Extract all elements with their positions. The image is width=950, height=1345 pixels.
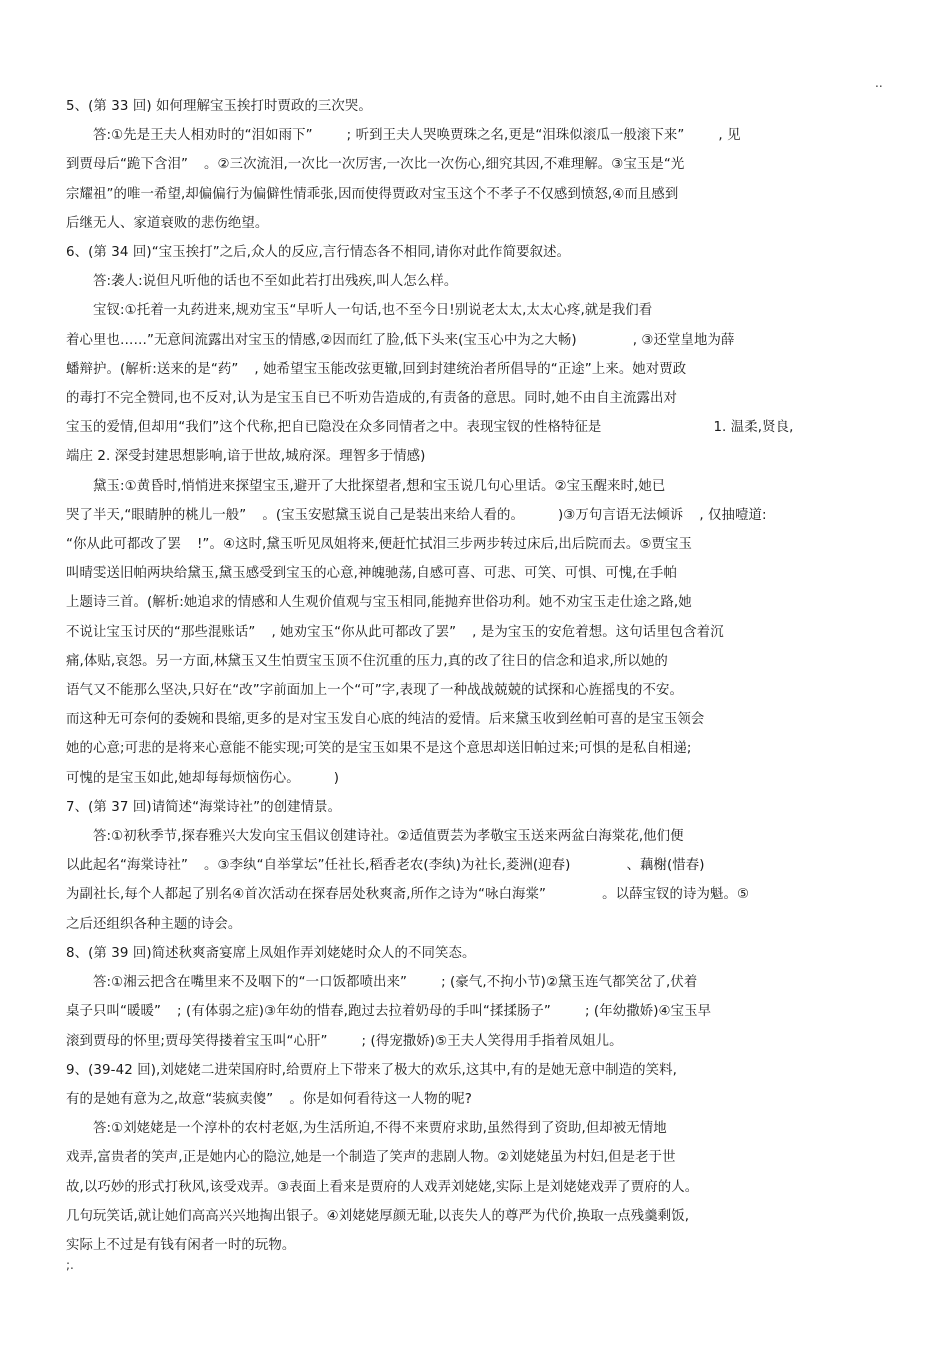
answer-line: “你从此可都改了罢 !”。④这时,黛玉听见凤姐将来,便赶忙拭泪三步两步转过床后,出后院而去。⑤贾宝玉 (66, 537, 692, 553)
answer-line: 桌子只叫“暖暖” ; (有体弱之症)③年幼的惜春,跑过去拉着奶母的手叫“揉揉肠子” ; (年幼撒娇)④宝玉早 (66, 1004, 712, 1020)
answer-line: 她的心意;可悲的是将来心意能不能实现;可笑的是宝玉如果不是这个意思却送旧帕过来;可惧的是私自相递; (66, 741, 692, 757)
answer-line: 宗耀祖”的唯一希望,却偏偏行为偏僻性情乖张,因而使得贾政对宝玉这个不孝子不仅感到愤怒,④而且感到 (66, 186, 679, 202)
answer-line: 蟠辩护。(解析:送来的是“药” , 她希望宝玉能改弦更辙,回到封建统治者所倡导的“正途”上来。她对贾政 (66, 361, 687, 377)
answer-line: 实际上不过是有钱有闲者一时的玩物。 (66, 1237, 296, 1253)
answer-line: 上题诗三首。(解析:她追求的情感和人生观价值观与宝玉相同,能抛弃世俗功利。她不劝宝玉走仕途之路,她 (66, 595, 692, 611)
answer-line: 的毒打不完全赞同,也不反对,认为是宝玉自已不听劝告造成的,有责备的意思。同时,她不由自主流露出对 (66, 391, 678, 407)
answer-line: 黛玉:①黄昏时,悄悄进来探望宝玉,避开了大批探望者,想和宝玉说几句心里话。②宝玉醒来时,她已 (93, 478, 666, 494)
question-line: 有的是她有意为之,故意“装疯卖傻” 。你是如何看待这一人物的呢? (66, 1091, 472, 1107)
answer-line: 到贾母后“跪下含泪” 。②三次流泪,一次比一次厉害,一次比一次伤心,细究其因,不难理解。③宝玉是“光 (66, 157, 685, 173)
question-9: 9、(39-42 回),刘姥姥二进荣国府时,给贾府上下带来了极大的欢乐,这其中,有的是她无意中制造的笑料, (66, 1062, 677, 1078)
question-6: 6、(第 34 回)“宝玉挨打”之后,众人的反应,言行情态各不相同,请你对此作简要叙述。 (66, 245, 571, 261)
document-body (66, 92, 886, 1260)
answer-line: 后继无人、家道衰败的悲伤绝望。 (66, 215, 269, 231)
answer-line: 几句玩笑话,就让她们高高兴兴地掏出银子。④刘姥姥厚颜无耻,以丧失人的尊严为代价,换取一点残羹剩饭, (66, 1208, 690, 1224)
answer-line: 之后还组织各种主题的诗会。 (66, 916, 242, 932)
answer-line: 而这种无可奈何的委婉和畏缩,更多的是对宝玉发自心底的纯洁的爱情。后来黛玉收到丝帕可喜的是宝玉领会 (66, 712, 705, 728)
answer-line: 为副社长,每个人都起了别名④首次活动在探春居处秋爽斋,所作之诗为“咏白海棠” 。以薛宝钗的诗为魁。⑤ (66, 887, 750, 903)
answer-line: 语气又不能那么坚决,只好在“改”字前面加上一个“可”字,表现了一种战战兢兢的试探和心旌摇曳的不安。 (66, 683, 683, 699)
answer-line: 不说让宝玉讨厌的“那些混账话” , 她劝宝玉“你从此可都改了罢” , 是为宝玉的安危着想。这句话里包含着沉 (66, 624, 724, 640)
answer-line: 戏弄,富贵者的笑声,正是她内心的隐泣,她是一个制造了笑声的悲剧人物。②刘姥姥虽为村妇,但是老于世 (66, 1150, 676, 1166)
answer-line: 宝钗:①托着一丸药进来,规劝宝玉“早听人一句话,也不至今日!别说老太太,太太心疼,就是我们看 (93, 303, 653, 319)
answer-line: 哭了半天,“眼睛肿的桃儿一般” 。(宝玉安慰黛玉说自己是装出来给人看的。 )③万句言语无法倾诉 , 仅抽噎道: (66, 507, 767, 523)
answer-line: 答:①初秋季节,探春雅兴大发向宝玉倡议创建诗社。②适值贾芸为孝敬宝玉送来两盆白海棠花,他们便 (93, 829, 684, 845)
answer-line: 答:①湘云把含在嘴里来不及咽下的“一口饭都喷出来” ; (豪气,不拘小节)②黛玉连气都笑岔了,伏着 (93, 975, 698, 991)
question-5: 5、(第 33 回) 如何理解宝玉挨打时贾政的三次哭。 (66, 99, 372, 114)
answer-line: 宝玉的爱情,但却用“我们”这个代称,把自已隐没在众多同情者之中。表现宝钗的性格特征是 1. 温柔,贤良, (66, 420, 794, 436)
answer-line: 滚到贾母的怀里;贾母笑得搂着宝玉叫“心肝” ; (得宠撒娇)⑤王夫人笑得用手指着凤姐儿。 (66, 1033, 623, 1049)
answer-line: 着心里也……”无意间流露出对宝玉的情感,②因而红了脸,低下头来(宝玉心中为之大畅) , ③还堂皇地为薛 (66, 332, 735, 348)
answer-line: 叫晴雯送旧帕两块给黛玉,黛玉感受到宝玉的心意,神魄驰荡,自感可喜、可悲、可笑、可惧、可愧,在手帕 (66, 566, 678, 582)
answer-line: 故,以巧妙的形式打秋风,该受戏弄。③表面上看来是贾府的人戏弄刘姥姥,实际上是刘姥姥戏弄了贾府的人。 (66, 1179, 699, 1195)
answer-line: 可愧的是宝玉如此,她却每每烦恼伤心。 ) (66, 770, 340, 786)
answer-line: 答:袭人:说但凡听他的话也不至如此若打出残疾,叫人怎么样。 (93, 274, 458, 290)
answer-line: 痛,体贴,哀怨。另一方面,林黛玉又生怕贾宝玉顶不住沉重的压力,真的改了往日的信念和追求,所以她的 (66, 653, 668, 669)
answer-line: 以此起名“海棠诗社” 。③李纨“自举掌坛”任社长,稻香老农(李纨)为社长,菱洲(迎春) 、藕榭(惜春) (66, 858, 705, 874)
answer-line: 答:①先是王夫人相劝时的“泪如雨下” ; 听到王夫人哭唤贾珠之名,更是“泪珠似滚瓜一般滚下来” , 见 (93, 128, 741, 144)
answer-line: 端庄 2. 深受封建思想影响,谙于世故,城府深。理智多于情感) (66, 449, 426, 465)
question-7: 7、(第 37 回)请简述“海棠诗社”的创建情景。 (66, 799, 342, 815)
footer-mark: ;. (66, 1258, 74, 1272)
header-mark: .. (875, 76, 883, 90)
answer-line: 答:①刘姥姥是一个淳朴的农村老妪,为生活所迫,不得不来贾府求助,虽然得到了资助,但却被无情地 (93, 1121, 667, 1137)
question-8: 8、(第 39 回)简述秋爽斋宴席上凤姐作弄刘姥姥时众人的不同笑态。 (66, 945, 476, 961)
